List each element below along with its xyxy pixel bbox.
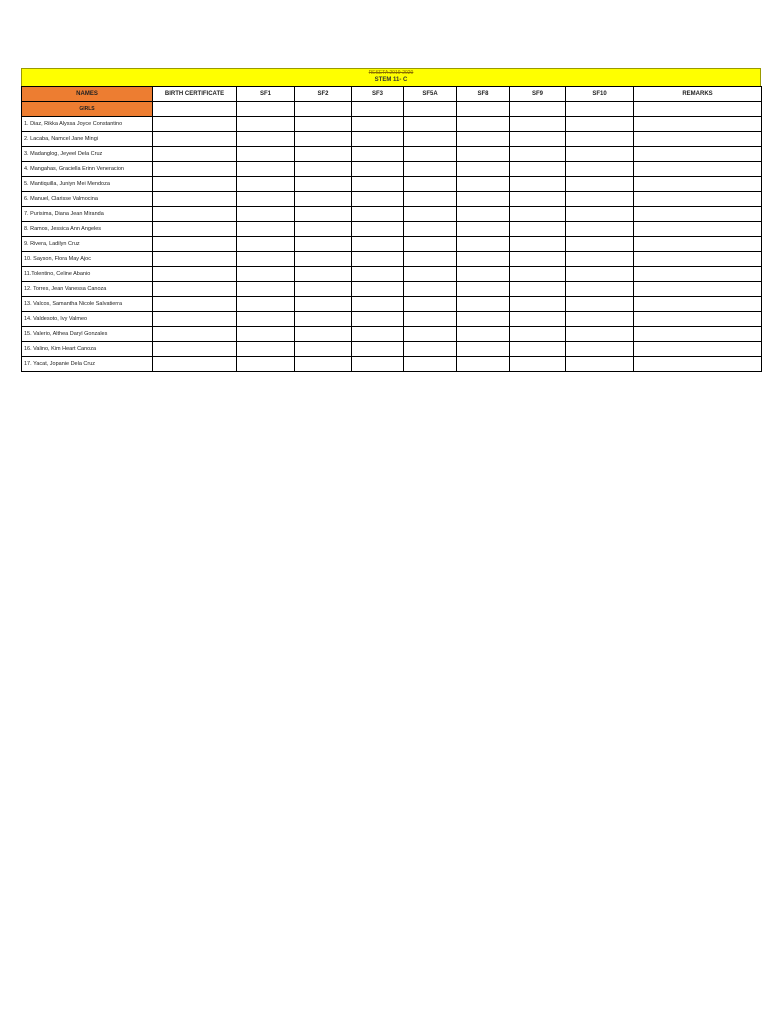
table-cell[interactable]: [634, 237, 762, 252]
table-cell[interactable]: [457, 237, 510, 252]
table-cell[interactable]: [153, 132, 237, 147]
table-cell[interactable]: [404, 357, 457, 372]
table-cell[interactable]: [295, 342, 352, 357]
table-cell[interactable]: [352, 297, 404, 312]
table-cell[interactable]: [634, 162, 762, 177]
table-cell[interactable]: [457, 327, 510, 342]
table-cell[interactable]: [237, 282, 295, 297]
table-cell[interactable]: [404, 102, 457, 117]
column-header-sf5a: SF5A: [404, 87, 457, 102]
table-cell[interactable]: [510, 267, 566, 282]
table-cell[interactable]: [352, 252, 404, 267]
table-cell[interactable]: [634, 102, 762, 117]
student-name-cell[interactable]: 7. Purisima, Diana Jean Miranda: [22, 207, 153, 222]
table-cell[interactable]: [404, 327, 457, 342]
table-cell[interactable]: [510, 177, 566, 192]
table-cell[interactable]: [153, 177, 237, 192]
student-name-cell[interactable]: 11.Tolentino, Celine Abanio: [22, 267, 153, 282]
table-cell[interactable]: [566, 222, 634, 237]
table-cell[interactable]: [510, 102, 566, 117]
table-cell[interactable]: [295, 147, 352, 162]
table-row: [22, 282, 762, 297]
column-header-sf8: SF8: [457, 87, 510, 102]
table-cell[interactable]: [510, 132, 566, 147]
table-cell[interactable]: [237, 132, 295, 147]
table-cell[interactable]: [153, 117, 237, 132]
table-cell[interactable]: [634, 327, 762, 342]
student-name-cell[interactable]: 9. Rivera, Ladilyn Cruz: [22, 237, 153, 252]
table-cell[interactable]: [566, 237, 634, 252]
table-cell[interactable]: [457, 297, 510, 312]
table-cell[interactable]: [153, 297, 237, 312]
table-cell[interactable]: [566, 177, 634, 192]
table-cell[interactable]: [352, 222, 404, 237]
student-name-cell[interactable]: 1. Diaz, Rikka Alyssa Joyce Constantino: [22, 117, 153, 132]
table-cell[interactable]: [566, 312, 634, 327]
table-cell[interactable]: [153, 207, 237, 222]
table-cell[interactable]: [510, 147, 566, 162]
table-cell[interactable]: [457, 117, 510, 132]
table-cell[interactable]: [510, 342, 566, 357]
banner-subtitle: RESETA 2019-2020: [368, 70, 414, 76]
column-header-names: NAMES: [22, 87, 153, 102]
table-cell[interactable]: [634, 192, 762, 207]
table-cell[interactable]: [352, 342, 404, 357]
group-row-girls: [22, 102, 762, 117]
table-cell[interactable]: [295, 177, 352, 192]
table-cell[interactable]: [153, 357, 237, 372]
table-row: [22, 237, 762, 252]
table-cell[interactable]: [153, 312, 237, 327]
table-cell[interactable]: [404, 192, 457, 207]
table-cell[interactable]: [404, 207, 457, 222]
table-row: [22, 252, 762, 267]
column-header-sf10: SF10: [566, 87, 634, 102]
table-cell[interactable]: [237, 342, 295, 357]
table-cell[interactable]: [510, 282, 566, 297]
table-cell[interactable]: [352, 117, 404, 132]
table-cell[interactable]: [237, 252, 295, 267]
table-cell[interactable]: [237, 222, 295, 237]
table-cell[interactable]: [634, 177, 762, 192]
table-cell[interactable]: [352, 207, 404, 222]
table-row: [22, 312, 762, 327]
table-cell[interactable]: [352, 162, 404, 177]
student-name-cell[interactable]: 4. Mangahas, Graciella Erinn Veneracion: [22, 162, 153, 177]
table-cell[interactable]: [237, 117, 295, 132]
table-cell[interactable]: [566, 162, 634, 177]
table-cell[interactable]: [295, 237, 352, 252]
table-cell[interactable]: [352, 327, 404, 342]
table-cell[interactable]: [295, 312, 352, 327]
student-name-cell[interactable]: 12. Torres, Jean Vanessa Canoza: [22, 282, 153, 297]
table-cell[interactable]: [457, 162, 510, 177]
student-name-cell[interactable]: 10. Sayson, Flora May Ajoc: [22, 252, 153, 267]
table-cell[interactable]: [566, 342, 634, 357]
table-cell[interactable]: [295, 282, 352, 297]
table-cell[interactable]: [457, 282, 510, 297]
table-cell[interactable]: [237, 237, 295, 252]
table-cell[interactable]: [352, 192, 404, 207]
column-header-sf1: SF1: [237, 87, 295, 102]
table-cell[interactable]: [457, 132, 510, 147]
column-header-sf9: SF9: [510, 87, 566, 102]
table-row: [22, 267, 762, 282]
table-cell[interactable]: [510, 237, 566, 252]
student-name-cell[interactable]: 13. Valcos, Samantha Nicole Salvatierra: [22, 297, 153, 312]
table-cell[interactable]: [404, 222, 457, 237]
table-cell[interactable]: [295, 357, 352, 372]
table-cell[interactable]: [295, 192, 352, 207]
column-header-row: [22, 87, 762, 102]
table-cell[interactable]: [153, 237, 237, 252]
table-cell[interactable]: [510, 252, 566, 267]
table-cell[interactable]: [634, 147, 762, 162]
column-header-sf3: SF3: [352, 87, 404, 102]
student-requirements-table: [21, 86, 762, 372]
table-cell[interactable]: [404, 177, 457, 192]
table-cell[interactable]: [457, 147, 510, 162]
table-cell[interactable]: [153, 327, 237, 342]
table-row: [22, 207, 762, 222]
table-cell[interactable]: [634, 357, 762, 372]
table-cell[interactable]: [352, 132, 404, 147]
table-cell[interactable]: [237, 177, 295, 192]
table-cell[interactable]: [153, 267, 237, 282]
table-cell[interactable]: [457, 267, 510, 282]
table-row: [22, 177, 762, 192]
table-cell[interactable]: [237, 102, 295, 117]
table-row: [22, 117, 762, 132]
table-cell[interactable]: [153, 147, 237, 162]
table-cell[interactable]: [295, 327, 352, 342]
table-cell[interactable]: [352, 312, 404, 327]
table-cell[interactable]: [457, 177, 510, 192]
table-cell[interactable]: [634, 267, 762, 282]
table-cell[interactable]: [295, 132, 352, 147]
table-cell[interactable]: [237, 357, 295, 372]
table-cell[interactable]: [566, 147, 634, 162]
table-cell[interactable]: [566, 357, 634, 372]
table-cell[interactable]: [566, 297, 634, 312]
table-cell[interactable]: [457, 102, 510, 117]
table-cell[interactable]: [153, 252, 237, 267]
table-cell[interactable]: [352, 147, 404, 162]
column-header-remarks: REMARKS: [634, 87, 762, 102]
table-cell[interactable]: [237, 312, 295, 327]
student-name-cell[interactable]: 14. Valdesoto, Ivy Valmeo: [22, 312, 153, 327]
table-cell[interactable]: [153, 192, 237, 207]
student-name-cell[interactable]: 16. Valino, Kim Heart Canoza: [22, 342, 153, 357]
table-cell[interactable]: [634, 222, 762, 237]
table-cell[interactable]: [404, 117, 457, 132]
table-cell[interactable]: [510, 162, 566, 177]
table-cell[interactable]: [566, 267, 634, 282]
table-cell[interactable]: [566, 207, 634, 222]
table-cell[interactable]: [404, 282, 457, 297]
table-cell[interactable]: [457, 222, 510, 237]
table-cell[interactable]: [237, 162, 295, 177]
table-cell[interactable]: [634, 297, 762, 312]
table-cell[interactable]: [510, 312, 566, 327]
table-cell[interactable]: [153, 282, 237, 297]
table-cell[interactable]: [510, 297, 566, 312]
table-cell[interactable]: [237, 147, 295, 162]
table-cell[interactable]: [153, 102, 237, 117]
table-row: [22, 327, 762, 342]
table-row: [22, 132, 762, 147]
table-cell[interactable]: [295, 222, 352, 237]
table-cell[interactable]: [237, 207, 295, 222]
table-cell[interactable]: [404, 312, 457, 327]
table-cell[interactable]: [510, 207, 566, 222]
table-row: [22, 357, 762, 372]
table-cell[interactable]: [510, 357, 566, 372]
table-cell[interactable]: [153, 222, 237, 237]
student-name-cell[interactable]: 15. Valerio, Althea Daryl Gonzales: [22, 327, 153, 342]
student-name-cell[interactable]: 3. Madanglog, Jeyeel Dela Cruz: [22, 147, 153, 162]
table-cell[interactable]: [634, 207, 762, 222]
table-row: [22, 222, 762, 237]
table-cell[interactable]: [352, 237, 404, 252]
table-cell[interactable]: [634, 282, 762, 297]
table-cell[interactable]: [404, 147, 457, 162]
table-cell[interactable]: [404, 252, 457, 267]
student-name-cell[interactable]: 6. Manuel, Clarisse Valmocina: [22, 192, 153, 207]
table-cell[interactable]: [566, 252, 634, 267]
table-cell[interactable]: [404, 237, 457, 252]
table-row: [22, 192, 762, 207]
table-cell[interactable]: [295, 102, 352, 117]
table-cell[interactable]: [510, 327, 566, 342]
table-cell[interactable]: [153, 342, 237, 357]
table-cell[interactable]: [404, 132, 457, 147]
table-cell[interactable]: [566, 132, 634, 147]
table-cell[interactable]: [634, 252, 762, 267]
student-name-cell[interactable]: 2. Lacaba, Namcel Jane Mingi: [22, 132, 153, 147]
table-row: [22, 147, 762, 162]
table-row: [22, 342, 762, 357]
group-label-girls[interactable]: GIRLS: [22, 102, 153, 117]
table-cell[interactable]: [566, 327, 634, 342]
table-cell[interactable]: [404, 267, 457, 282]
table-cell[interactable]: [457, 252, 510, 267]
table-cell[interactable]: [153, 162, 237, 177]
table-cell[interactable]: [237, 192, 295, 207]
table-cell[interactable]: [237, 267, 295, 282]
table-cell[interactable]: [352, 177, 404, 192]
header-banner: [21, 68, 761, 86]
column-header-sf2: SF2: [295, 87, 352, 102]
spreadsheet: [21, 68, 761, 372]
table-row: [22, 297, 762, 312]
table-row: [22, 162, 762, 177]
table-cell[interactable]: [457, 312, 510, 327]
table-cell[interactable]: [295, 267, 352, 282]
table-cell[interactable]: [404, 162, 457, 177]
table-cell[interactable]: [566, 117, 634, 132]
table-cell[interactable]: [566, 282, 634, 297]
table-cell[interactable]: [404, 297, 457, 312]
table-cell[interactable]: [634, 132, 762, 147]
table-cell[interactable]: [510, 192, 566, 207]
table-cell[interactable]: [634, 117, 762, 132]
table-cell[interactable]: [566, 192, 634, 207]
table-cell[interactable]: [404, 342, 457, 357]
table-cell[interactable]: [237, 297, 295, 312]
table-cell[interactable]: [510, 222, 566, 237]
table-cell[interactable]: [457, 192, 510, 207]
table-cell[interactable]: [457, 357, 510, 372]
table-cell[interactable]: [295, 297, 352, 312]
table-cell[interactable]: [295, 207, 352, 222]
table-cell[interactable]: [295, 117, 352, 132]
table-cell[interactable]: [352, 102, 404, 117]
student-name-cell[interactable]: 8. Ramos, Jessica Ann Angeles: [22, 222, 153, 237]
table-cell[interactable]: [295, 162, 352, 177]
banner-title: STEM 11- C: [374, 77, 408, 83]
table-cell[interactable]: [457, 342, 510, 357]
table-cell[interactable]: [457, 207, 510, 222]
table-cell[interactable]: [634, 342, 762, 357]
table-cell[interactable]: [237, 327, 295, 342]
table-cell[interactable]: [295, 252, 352, 267]
table-cell[interactable]: [566, 102, 634, 117]
column-header-birth-certificate: BIRTH CERTIFICATE: [153, 87, 237, 102]
student-name-cell[interactable]: 5. Mantiquilla, Juniyn Mei Mendoza: [22, 177, 153, 192]
table-cell[interactable]: [352, 267, 404, 282]
student-name-cell[interactable]: 17. Yacat, Jopanie Dela Cruz: [22, 357, 153, 372]
table-cell[interactable]: [352, 357, 404, 372]
table-cell[interactable]: [352, 282, 404, 297]
table-cell[interactable]: [634, 312, 762, 327]
table-cell[interactable]: [510, 117, 566, 132]
